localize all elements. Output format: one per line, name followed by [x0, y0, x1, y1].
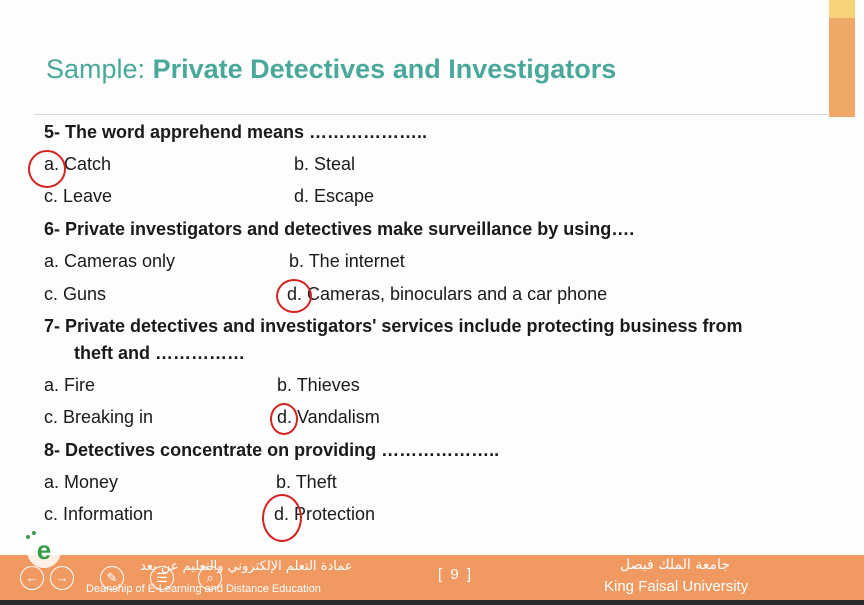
title-divider [34, 114, 830, 115]
dept-arabic: عمادة التعلم الإلكتروني والتعليم عن بعد [140, 559, 353, 574]
title-prefix: Sample: [46, 54, 153, 84]
q6-option-c: c. Guns [44, 284, 107, 304]
menu-icon[interactable]: ☰ [150, 566, 174, 590]
question-8: 8- Detectives concentrate on providing ……………….. [44, 440, 500, 460]
question-6: 6- Private investigators and detectives make surveillance by using…. [44, 219, 635, 239]
answer-circle-q8 [262, 494, 302, 542]
q5-option-c: c. Leave [44, 186, 113, 206]
answer-circle-q7 [270, 403, 298, 435]
q8-option-d: d. Protection [274, 504, 376, 524]
prev-icon[interactable]: ← [20, 566, 44, 590]
accent-strip [829, 0, 855, 18]
q7-option-d: d. Vandalism [277, 407, 380, 427]
q6-option-d: d. Cameras, binoculars and a car phone [287, 284, 608, 304]
q7-option-c: c. Breaking in [44, 407, 154, 427]
q7-option-b: b. Thieves [277, 375, 360, 395]
question-7-cont: theft and …………… [74, 343, 245, 363]
svg-text:e: e [36, 535, 52, 565]
q7-option-a: a. Fire [44, 375, 96, 395]
slide-title [46, 54, 616, 85]
q5-option-b: b. Steal [294, 154, 356, 174]
q8-option-c: c. Information [44, 504, 154, 524]
answer-circle-q6 [276, 279, 312, 313]
q5-option-d: d. Escape [294, 186, 375, 206]
pen-icon[interactable]: ✎ [100, 566, 124, 590]
answer-circle-q5 [28, 150, 66, 188]
question-5: 5- The word apprehend means ……………….. [44, 122, 428, 142]
footer-bottom-edge [0, 600, 864, 605]
title-accent: Private Detectives and Investigators [152, 54, 617, 84]
q6-option-a: a. Cameras only [44, 251, 176, 271]
q8-option-b: b. Theft [276, 472, 337, 492]
question-7: 7- Private detectives and investigators' services include protecting business from [44, 316, 743, 336]
university-english: King Faisal University [604, 578, 749, 595]
dept-english: Deanship of E-Learning and Distance Education [86, 583, 321, 595]
q8-option-a: a. Money [44, 472, 119, 492]
page-number: [ 9 ] [438, 566, 474, 583]
zoom-icon[interactable]: ⌕ [198, 566, 222, 590]
q6-option-b: b. The internet [289, 251, 405, 271]
q5-option-a: a. Catch [44, 154, 112, 174]
university-arabic: جامعة الملك فيصل [620, 557, 730, 573]
next-icon[interactable]: → [50, 566, 74, 590]
